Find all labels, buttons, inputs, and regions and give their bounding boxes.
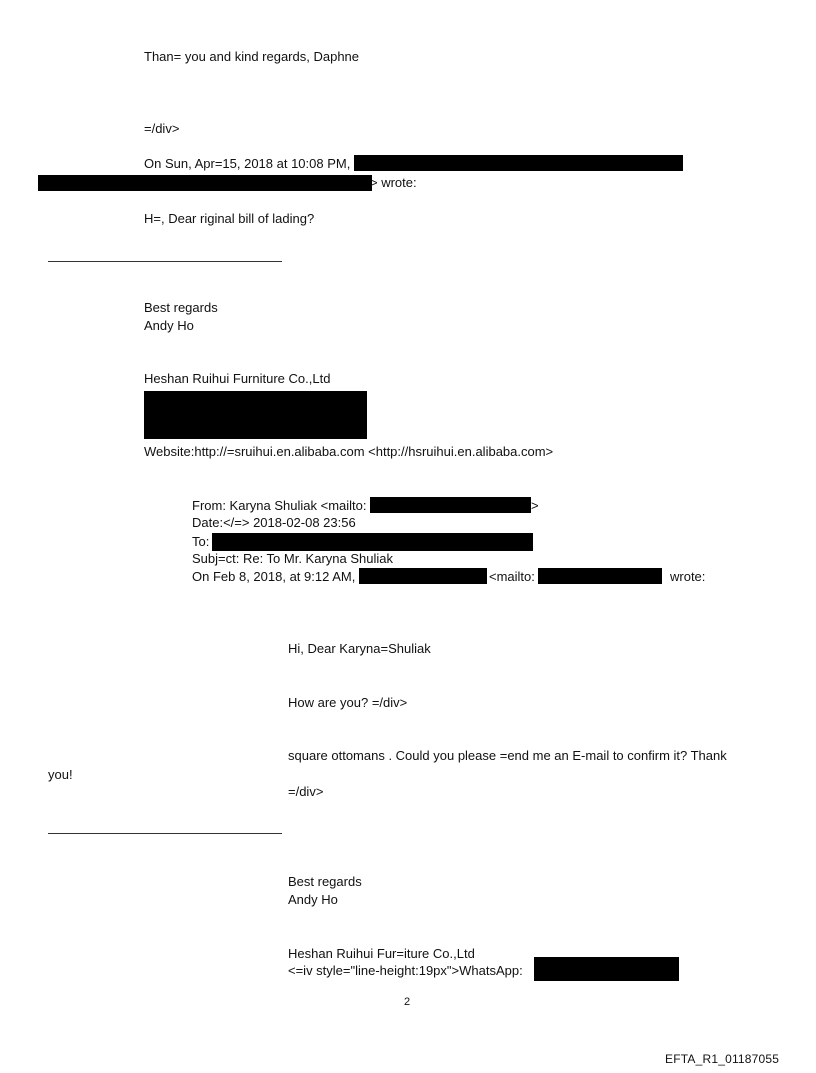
page-number: 2 bbox=[404, 996, 411, 1008]
div-close-text: =/div> bbox=[144, 121, 180, 136]
separator-line bbox=[48, 833, 282, 834]
quoted-to-line: To: bbox=[192, 534, 210, 549]
whatsapp-line: <=iv style="line-height:19px">WhatsApp: bbox=[288, 963, 523, 978]
separator-line bbox=[48, 261, 282, 262]
redaction-block bbox=[38, 175, 372, 191]
quoted-date-line: Date:</=> 2018-02-08 23:56 bbox=[192, 515, 356, 530]
bill-of-lading-line: H=, Dear riginal bill of lading? bbox=[144, 211, 315, 226]
reply-header-sun: On Sun, Apr=15, 2018 at 10:08 PM, bbox=[144, 156, 351, 171]
wrote-text: > wrote: bbox=[370, 175, 417, 190]
redaction-block bbox=[354, 155, 683, 171]
closing-thanks: Than= you and kind regards, Daphne bbox=[144, 49, 360, 64]
signature-company: Heshan Ruihui Fur=iture Co.,Ltd bbox=[288, 946, 475, 961]
redaction-block bbox=[370, 497, 531, 513]
signature-website: Website:http://=sruihui.en.alibaba.com <http://hsruihui.en.alibaba.com> bbox=[144, 444, 554, 459]
bracket-close: > bbox=[531, 498, 539, 513]
signature-name: Andy Ho bbox=[144, 318, 194, 333]
signature-company: Heshan Ruihui Furniture Co.,Ltd bbox=[144, 371, 331, 386]
document-id-footer: EFTA_R1_01187055 bbox=[665, 1052, 780, 1066]
greeting-line: Hi, Dear Karyna=Shuliak bbox=[288, 641, 431, 656]
quoted-subject-line: Subj=ct: Re: To Mr. Karyna Shuliak bbox=[192, 551, 393, 566]
quoted-on-feb-line: On Feb 8, 2018, at 9:12 AM, bbox=[192, 569, 356, 584]
redaction-block bbox=[212, 533, 533, 551]
ottomans-line: square ottomans . Could you please =end me an E-mail to confirm it? Thank bbox=[288, 748, 727, 763]
ottomans-line-continued: you! bbox=[48, 767, 73, 782]
signature-name: Andy Ho bbox=[288, 892, 338, 907]
how-are-you-line: How are you? =/div> bbox=[288, 695, 408, 710]
signature-best-regards: Best regards bbox=[144, 300, 218, 315]
redaction-block bbox=[534, 957, 679, 981]
redaction-block bbox=[359, 568, 487, 584]
redaction-block bbox=[538, 568, 662, 584]
wrote-text: wrote: bbox=[670, 569, 706, 584]
mailto-text: <mailto: bbox=[489, 569, 535, 584]
quoted-from-line: From: Karyna Shuliak <mailto: bbox=[192, 498, 367, 513]
redaction-block bbox=[144, 391, 367, 439]
signature-best-regards: Best regards bbox=[288, 874, 362, 889]
div-close-text: =/div> bbox=[288, 784, 324, 799]
